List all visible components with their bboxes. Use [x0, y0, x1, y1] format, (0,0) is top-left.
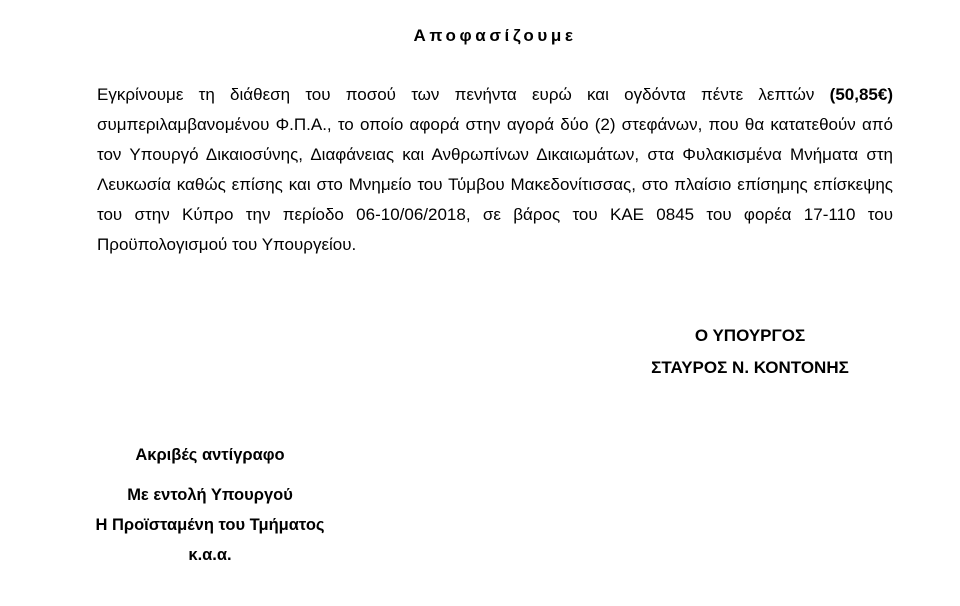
by-order-line: Με εντολή Υπουργού: [127, 486, 293, 504]
decision-paragraph: [97, 80, 893, 260]
minister-title: Ο ΥΠΟΥΡΓΟΣ: [694, 326, 806, 345]
minister-name: ΣΤΑΥΡΟΣ Ν. ΚΟΝΤΟΝΗΣ: [651, 358, 849, 377]
head-of-department-line: Η Προϊσταμένη του Τμήματος: [95, 516, 325, 534]
minister-signature-block: [620, 320, 880, 384]
true-copy-label: Ακριβές αντίγραφο: [135, 446, 285, 464]
true-copy-block: [70, 440, 350, 570]
paragraph-text-start: Εγκρίνουμε τη διάθεση του ποσού των πενήντα ευρώ και ογδόντα πέντε λεπτών: [97, 85, 830, 104]
spacer: [70, 470, 350, 480]
amount-value: (50,85€): [829, 85, 893, 104]
paragraph-text-end: συμπεριλαμβανομένου Φ.Π.Α., το οποίο αφορά στην αγορά δύο (2) στεφάνων, που θα κατατεθούν από τον Υπουργό Δικαιοσύνης, Διαφάνειας και Ανθρωπίνων Δικαιωμάτων, στα Φυλακισμένα Μνήματα στη Λευκωσία καθώς επίσης και στο Μνημείο του Τύμβου Μακεδονίτισσας, στο πλαίσιο επίσημης επίσκεψης του στην Κύπρο την περίοδο 06-10/06/2018, σε βάρος του ΚΑΕ 0845 του φορέα 17-110 του Προϋπολογισμού του Υπουργείου.: [97, 115, 893, 254]
initials-line: κ.α.α.: [188, 546, 232, 564]
decision-heading: Αποφασίζουμε: [413, 26, 577, 45]
